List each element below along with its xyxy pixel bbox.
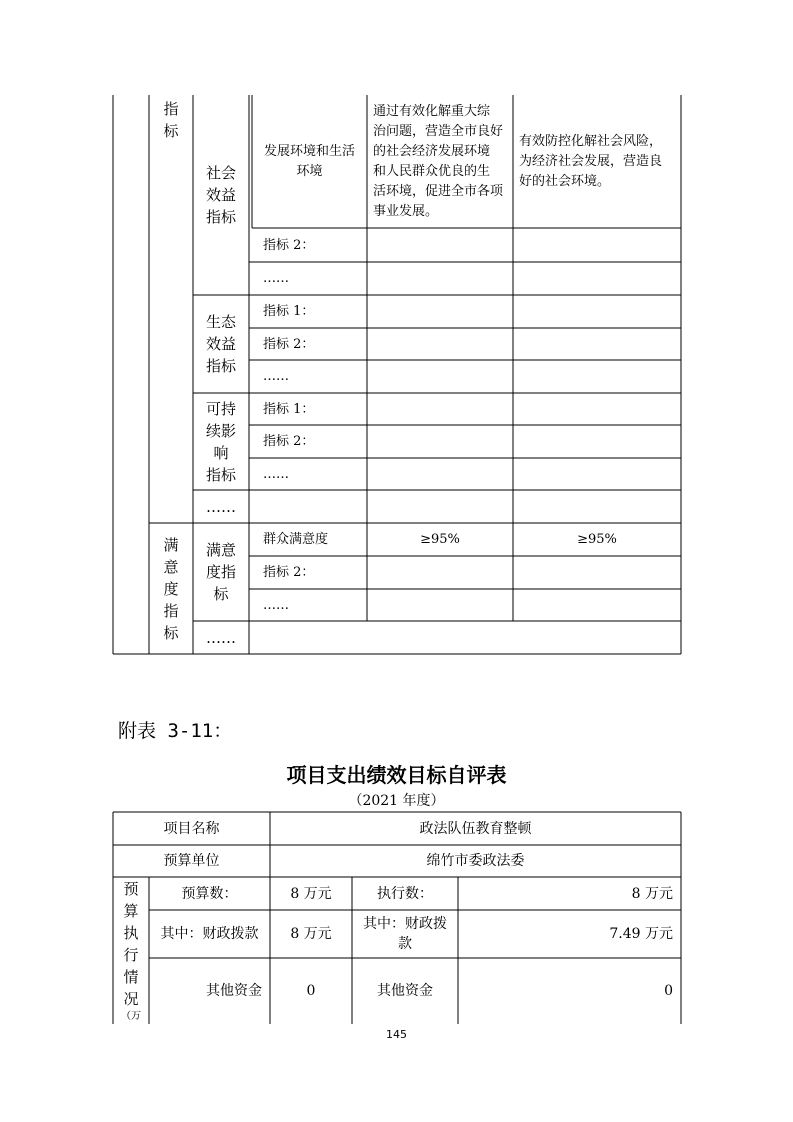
exec-amount-value: 8 万元 bbox=[631, 885, 673, 902]
appendix-caption: 附表 3-11： bbox=[118, 720, 233, 742]
eco-indicator-2: 指标 2： bbox=[263, 336, 315, 352]
budget-amount-label: 预算数： bbox=[181, 885, 238, 902]
satisfaction-category: 满意 度指 标 bbox=[205, 541, 236, 603]
satisfaction-indicator-more: …… bbox=[263, 597, 289, 613]
sustain-indicator-2: 指标 2： bbox=[263, 434, 315, 449]
social-indicator-2: 指标 2： bbox=[263, 237, 315, 253]
project-name-value: 政法队伍教育整顿 bbox=[419, 820, 532, 837]
exec-amount-label: 执行数： bbox=[377, 885, 433, 902]
fiscal-value: 8 万元 bbox=[290, 926, 332, 942]
fiscal-exec-value: 7.49 万元 bbox=[609, 926, 673, 942]
page-number: 145 bbox=[386, 1028, 407, 1041]
satisfaction-target: ≥95% bbox=[420, 532, 460, 547]
social-indicator-target: 通过有效化解重大综 治问题，营造全市良好 的社会经济发展环境 和人民群众优良的生 活环境，促进全市各项 事业发展。 bbox=[373, 103, 504, 219]
social-indicator-actual: 有效防控化解社会风险， 为经济社会发展，营造良 好的社会环境。 bbox=[519, 133, 663, 189]
fiscal-exec-label: 其中：财政拨 款 bbox=[363, 916, 447, 952]
benefit-more-row: …… bbox=[206, 497, 236, 516]
side-label-unit: （万 bbox=[121, 1011, 141, 1022]
budget-unit-label: 预算单位 bbox=[163, 853, 220, 869]
other-funds-exec-value: 0 bbox=[664, 983, 673, 999]
indicator-group-label: 指 标 bbox=[163, 100, 179, 140]
budget-unit-value: 绵竹市委政法委 bbox=[426, 853, 525, 869]
eco-indicator-more: …… bbox=[263, 369, 289, 384]
social-indicator-more: …… bbox=[263, 271, 289, 286]
other-funds-exec-label: 其他资金 bbox=[377, 983, 433, 999]
year-subtitle: （2021 年度） bbox=[348, 793, 445, 809]
project-name-label: 项目名称 bbox=[163, 820, 220, 837]
social-benefit-category: 社会 效益 指标 bbox=[205, 164, 236, 226]
satisfaction-actual: ≥95% bbox=[577, 532, 617, 547]
budget-amount-value: 8 万元 bbox=[290, 885, 332, 902]
eco-indicator-1: 指标 1： bbox=[263, 304, 315, 319]
satisfaction-indicator-2: 指标 2： bbox=[263, 565, 315, 580]
sustain-indicator-1: 指标 1： bbox=[263, 401, 315, 417]
eco-benefit-category: 生态 效益 指标 bbox=[205, 313, 236, 375]
other-funds-value: 0 bbox=[306, 983, 316, 999]
satisfaction-group-label: 满 意 度 指 标 bbox=[163, 535, 179, 642]
fiscal-label: 其中：财政拨款 bbox=[160, 926, 259, 942]
satisfaction-indicator-1: 群众满意度 bbox=[263, 532, 329, 547]
side-label-text: 预 算 执 行 情 况 bbox=[123, 880, 139, 1008]
sustain-indicator-more: …… bbox=[263, 466, 289, 482]
page-title: 项目支出绩效目标自评表 bbox=[286, 763, 507, 787]
other-funds-label: 其他资金 bbox=[206, 983, 262, 999]
satisfaction-more-row: …… bbox=[206, 628, 236, 647]
social-indicator-name: 发展环境和生活 环境 bbox=[263, 143, 355, 179]
sustain-category: 可持 续影 响 指标 bbox=[205, 399, 236, 484]
budget-execution-side-label bbox=[113, 878, 149, 1024]
